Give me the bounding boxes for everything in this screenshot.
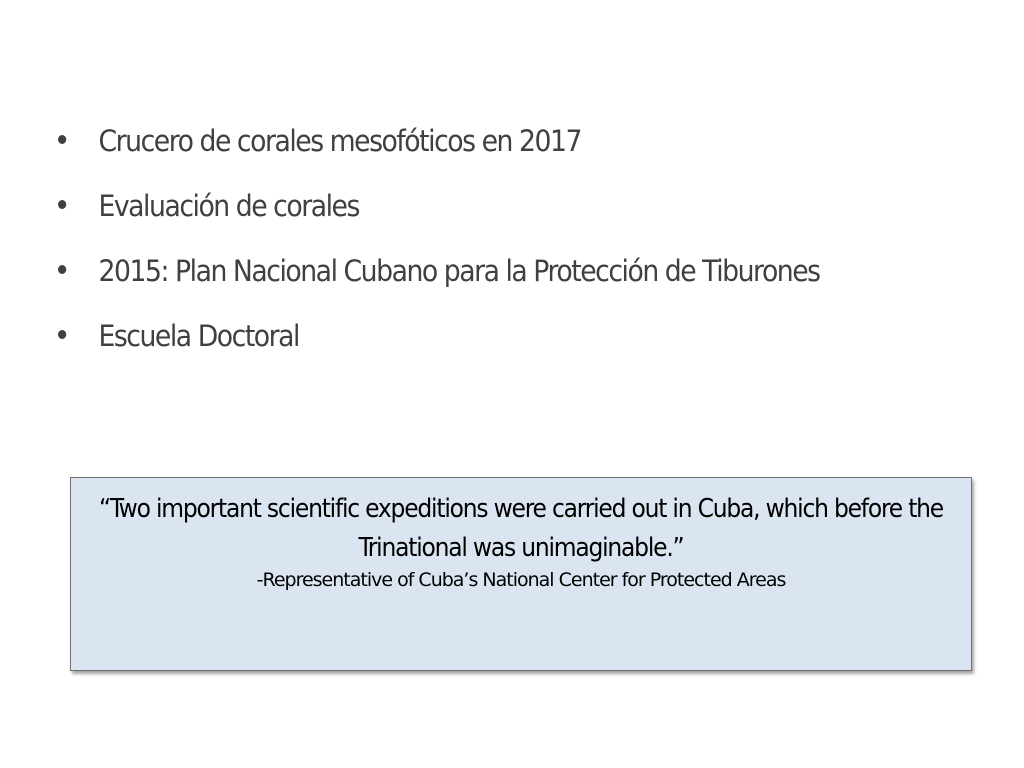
bullet-item	[58, 238, 923, 303]
bullet-dot-icon	[58, 330, 66, 339]
bullet-dot-icon	[58, 200, 66, 209]
bullet-dot-icon	[58, 135, 66, 144]
quote-attribution: -Representative of Cuba’s National Center for Protected Areas	[256, 569, 786, 591]
quote-text: “Two important scientific expeditions were carried out in Cuba, which before the Trinational was unimaginable.”	[98, 494, 943, 563]
bullet-item	[58, 303, 923, 368]
bullet-text: Crucero de corales mesofóticos en 2017	[98, 123, 581, 158]
bullet-item	[58, 108, 923, 173]
bullet-text: Escuela Doctoral	[98, 318, 299, 353]
quote-box	[70, 477, 972, 671]
bullet-dot-icon	[58, 265, 66, 274]
bullet-list	[58, 108, 998, 368]
bullet-item	[58, 173, 923, 238]
bullet-text: Evaluación de corales	[98, 188, 359, 223]
bullet-text: 2015: Plan Nacional Cubano para la Protección de Tiburones	[98, 253, 820, 288]
